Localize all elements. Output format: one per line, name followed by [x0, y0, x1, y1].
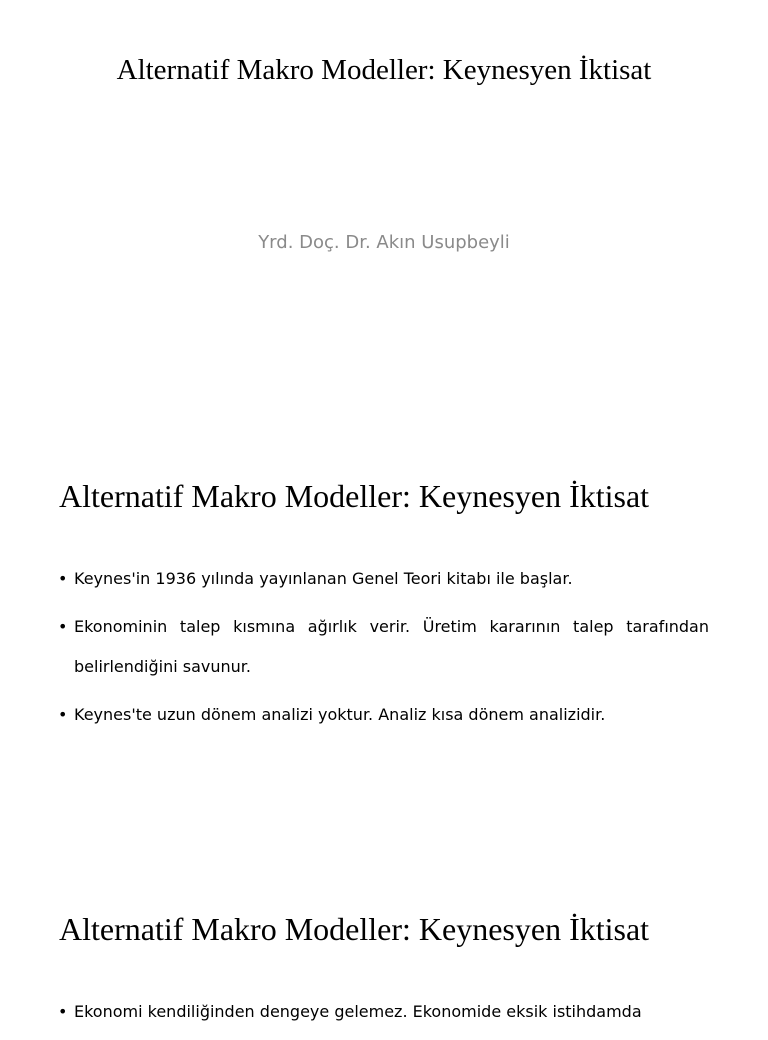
slide-2-heading: Alternatif Makro Modeller: Keynesyen İktisat — [59, 478, 650, 514]
content-slide-3 — [0, 875, 768, 1024]
title-slide — [0, 0, 768, 400]
bullet-marker: • — [58, 617, 68, 636]
bullet-marker: • — [58, 705, 68, 724]
bullet-text: Keynes'te uzun dönem analizi yoktur. Analiz kısa dönem analizidir. — [74, 705, 606, 724]
title-slide-title: Alternatif Makro Modeller: Keynesyen İktisat — [116, 54, 652, 86]
bullet-text: Keynes'in 1936 yılında yayınlanan Genel Teori kitabı ile başlar. — [74, 569, 573, 588]
bullet-item — [58, 559, 709, 599]
bullet-item — [58, 695, 709, 735]
content-slide-2 — [0, 440, 768, 860]
bullet-item — [58, 607, 709, 687]
bullet-marker: • — [58, 1002, 68, 1021]
slide-3-heading: Alternatif Makro Modeller: Keynesyen İktisat — [59, 911, 650, 947]
slide-3-bullet-list — [58, 992, 709, 1040]
bullet-marker: • — [58, 569, 68, 588]
bullet-item — [58, 992, 709, 1032]
slide-2-bullet-list — [58, 559, 709, 743]
title-slide-author: Yrd. Doç. Dr. Akın Usupbeyli — [258, 232, 510, 253]
bullet-text: Ekonomi kendiliğinden dengeye gelemez. Ekonomide eksik istihdamda — [74, 1002, 642, 1021]
bullet-text: Ekonominin talep kısmına ağırlık verir. Üretim kararının talep tarafından belirlendiğini savunur. — [74, 617, 709, 676]
